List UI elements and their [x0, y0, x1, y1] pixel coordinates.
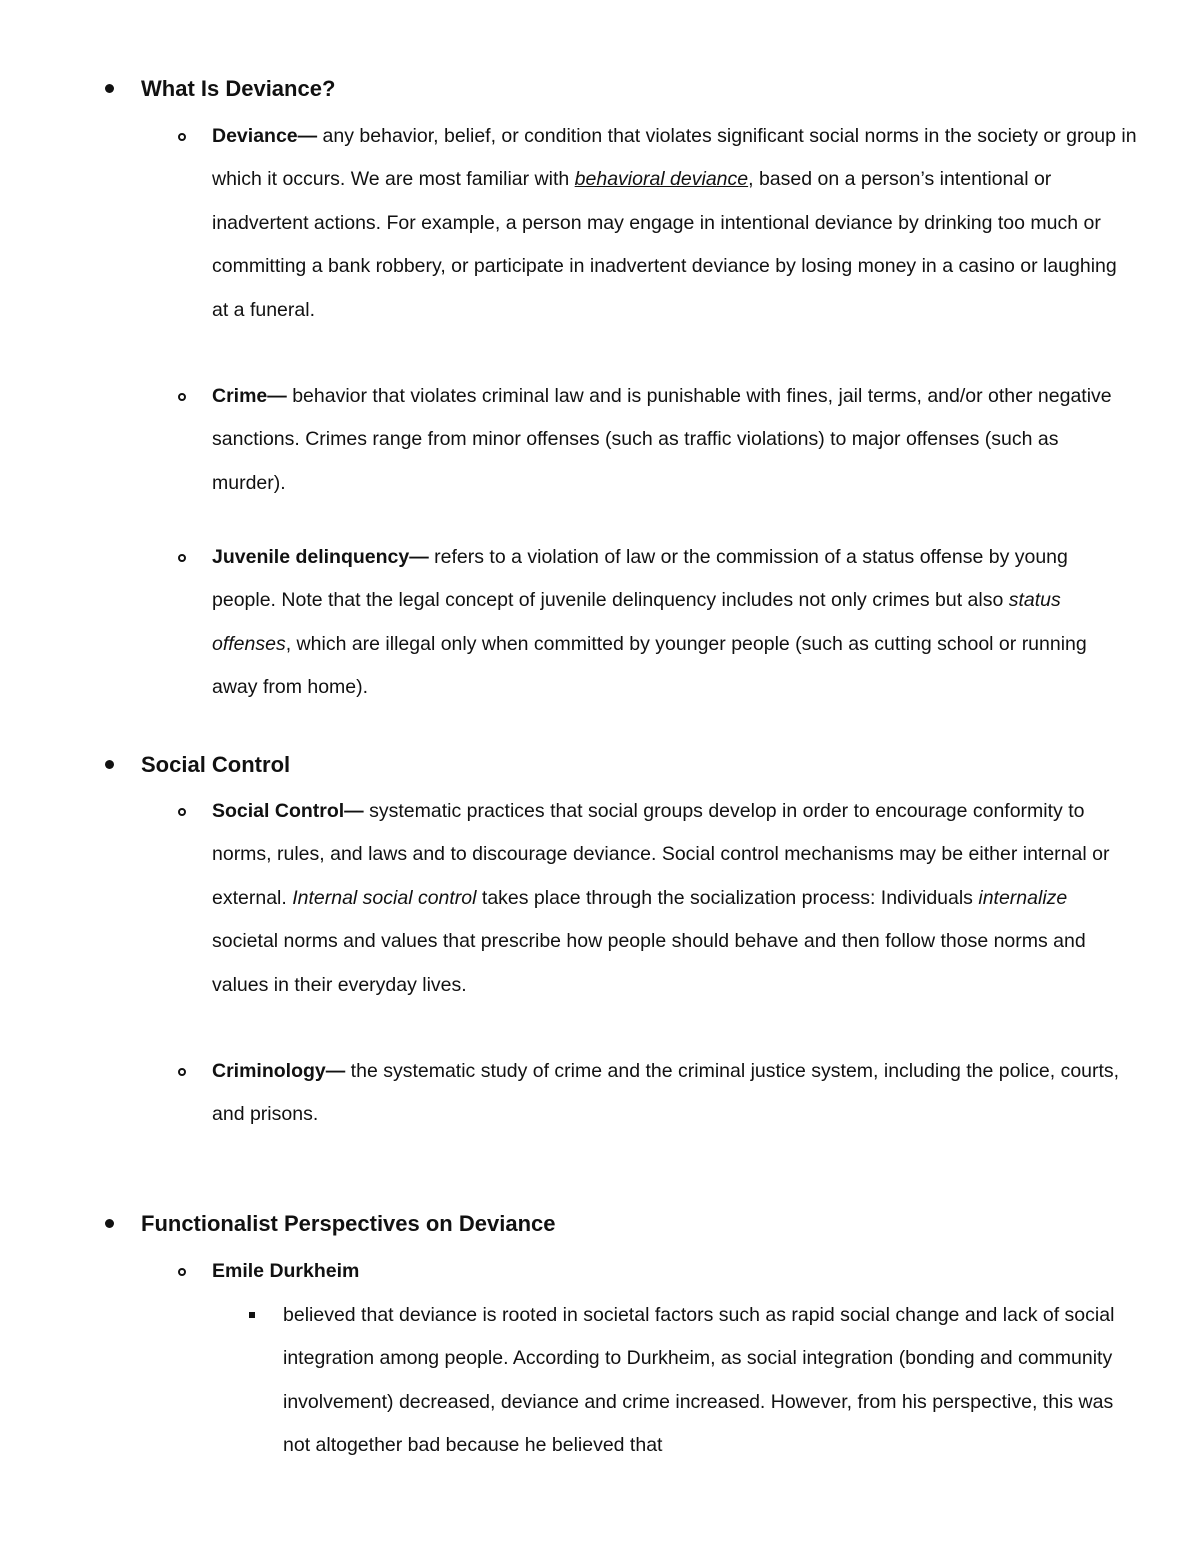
bullet-circle-icon — [178, 133, 186, 141]
bullet-disc-icon — [105, 1219, 114, 1228]
bullet-disc-icon — [105, 84, 114, 93]
term-label: Crime— — [212, 385, 287, 407]
item-crime: Crime— behavior that violates criminal law and is punishable with fines, jail terms, and/or other negative sanctions. Crimes range from minor offenses (such as traffic violations) to major offenses (such as murder). — [212, 385, 1112, 494]
term-label: Juvenile delinquency— — [212, 546, 429, 568]
term-label: Criminology— — [212, 1060, 346, 1082]
item-emile-durkheim — [212, 1250, 1137, 1293]
bullet-circle-icon — [178, 808, 186, 816]
item-juvenile-delinquency: Juvenile delinquency— refers to a violation of law or the commission of a status offense by young people. Note that the legal concept of juvenile delinquency includes not only crimes but also status offenses, which are illegal only when committed by younger people (such as cutting school or running away from home). — [212, 546, 1087, 699]
emphasis-text: status offenses — [212, 589, 1061, 655]
bullet-circle-icon — [178, 1068, 186, 1076]
bullet-circle-icon — [178, 554, 186, 562]
term-label: Emile Durkheim — [212, 1260, 360, 1282]
bullet-square-icon — [249, 1312, 255, 1318]
section-heading-functionalist: Functionalist Perspectives on Deviance — [141, 1211, 556, 1236]
emphasis-text: Internal social control — [292, 886, 477, 909]
emphasis-text: internalize — [978, 886, 1068, 909]
item-deviance: Deviance— any behavior, belief, or condition that violates significant social norms in the society or group in which it occurs. We are most familiar with behavioral deviance, based on a person’s intentional or inadvertent actions. For example, a person may engage in intentional deviance by drinking too much or committing a bank robbery, or participate in inadvertent deviance by losing money in a casino or laughing at a funeral. — [212, 125, 1137, 321]
bullet-disc-icon — [105, 760, 114, 769]
item-criminology: Criminology— the systematic study of crime and the criminal justice system, including the police, courts, and prisons. — [212, 1060, 1120, 1126]
emphasis-text: behavioral deviance — [574, 168, 749, 191]
term-label: Deviance— — [212, 125, 318, 147]
sub-item-durkheim-belief: believed that deviance is rooted in societal factors such as rapid social change and lack of social integration among people. According to Durkheim, as social integration (bonding and community involvement) decreased, deviance and crime increased. However, from his perspective, this was not altogether bad because he believed that — [283, 1304, 1115, 1457]
term-label: Social Control— — [212, 800, 364, 822]
bullet-circle-icon — [178, 393, 186, 401]
item-social-control: Social Control— systematic practices that social groups develop in order to encourage conformity to norms, rules, and laws and to discourage deviance. Social control mechanisms may be either internal or external. Internal social control takes place through the socialization process: Individuals internalize societal norms and values that prescribe how people should behave and then follow those norms and values in their everyday lives. — [212, 800, 1110, 996]
section-heading-social-control: Social Control — [141, 752, 291, 777]
section-heading-deviance: What Is Deviance? — [141, 76, 336, 101]
bullet-circle-icon — [178, 1268, 186, 1276]
